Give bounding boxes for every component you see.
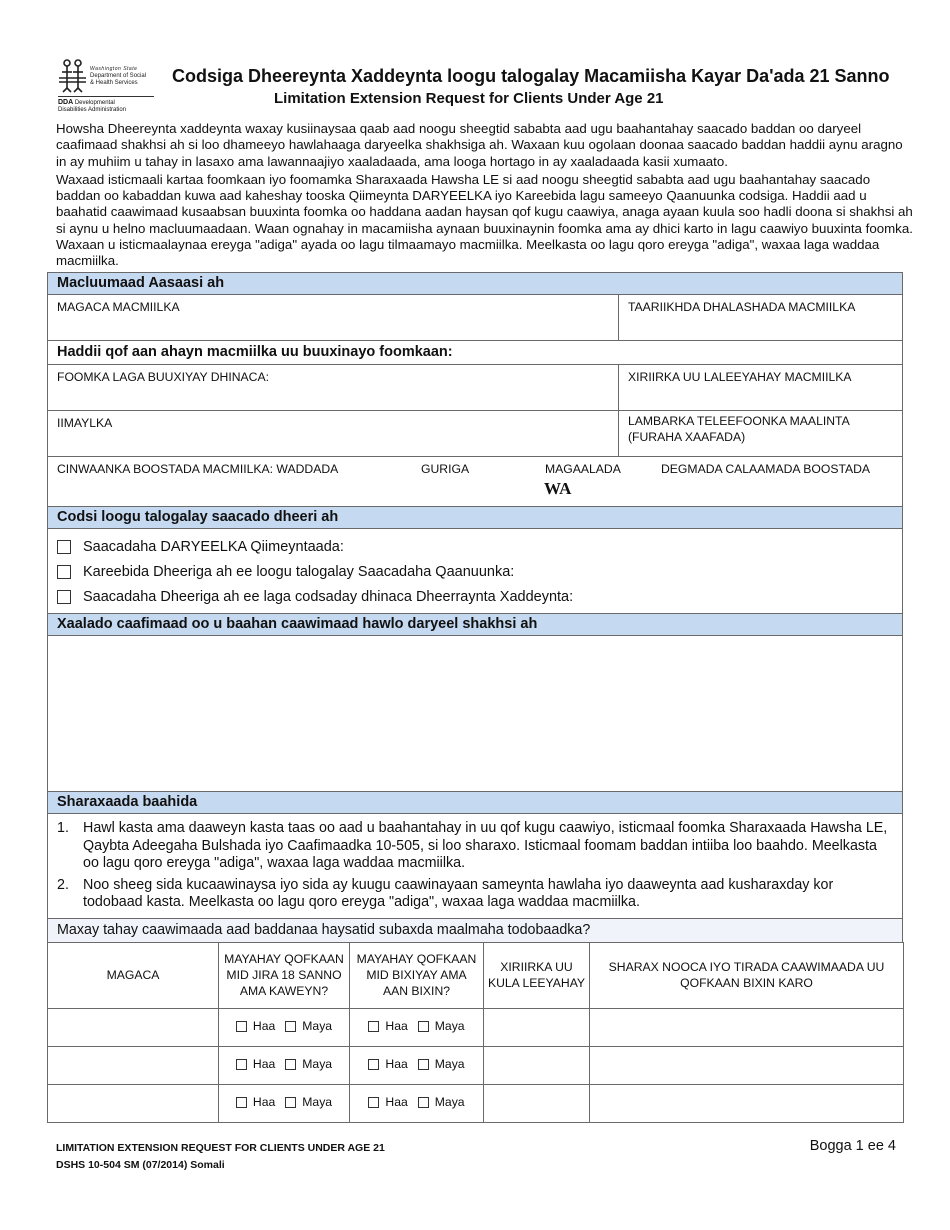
page-number: Bogga 1 ee 4: [809, 1138, 896, 1154]
help-description-cell[interactable]: [590, 1046, 904, 1084]
other-person-heading: Haddii qof aan ahayn macmiilka uu buuxinayo foomkaan:: [47, 340, 903, 364]
no-checkbox[interactable]: [418, 1097, 429, 1108]
email-field[interactable]: IIMAYLKA: [57, 416, 113, 430]
address-state-label: MAGAALADA: [545, 462, 621, 476]
option-extension-hours[interactable]: Saacadaha Dheeriga ah ee laga codsaday dhinaca Dheerraynta Xaddeynta:: [57, 584, 893, 609]
client-info-row: [47, 294, 903, 340]
yes-checkbox[interactable]: [368, 1021, 379, 1032]
table-row: [48, 1084, 904, 1122]
helper-name-cell[interactable]: [48, 1084, 219, 1122]
checkbox[interactable]: [57, 565, 71, 579]
client-name-field[interactable]: MAGACA MACMIILKA: [57, 300, 180, 314]
document-title-english: Limitation Extension Request for Clients Under Age 21: [274, 90, 664, 107]
dshs-logo: [58, 58, 154, 114]
intro-text: [56, 121, 916, 272]
health-condition-textarea[interactable]: [47, 635, 903, 791]
adult-yes-no-cell: Haa Maya: [219, 1046, 350, 1084]
document-footer: [56, 1138, 896, 1171]
dda-logo-text: DDA Developmental Disabilities Administration: [58, 96, 154, 114]
document-header: [58, 58, 908, 118]
health-condition-heading: Xaalado caafimaad oo u baahan caawimaad hawlo daryeel shakhsi ah: [47, 613, 903, 635]
paid-yes-no-cell: Haa Maya: [350, 1008, 484, 1046]
relationship-cell[interactable]: [484, 1008, 590, 1046]
helpers-table-header: [48, 942, 904, 1008]
needs-description-heading: Sharaxaada baahida: [47, 791, 903, 813]
no-checkbox[interactable]: [418, 1021, 429, 1032]
document-title-somali: Codsiga Dheereynta Xaddeynta loogu talogalay Macamiisha Kayar Da'ada 21 Sanno: [172, 66, 890, 86]
instruction-item: 1. Hawl kasta ama daaweyn kasta taas oo aad u baahantahay in uu qof kugu caawiyo, isticmaal foomka Sharaxaada Hawsha LE, Qaybta Adeegaha Bulshada iyo Caafimaadka 10-505, si loo sharaxo. Isticmaal foomam baddan intiiba loo baahdo. Meelkasta oo lagu qoro ereyga "adiga", waxaa laga waddaa macmiilka.: [57, 820, 888, 871]
adult-yes-no-cell: Haa Maya: [219, 1008, 350, 1046]
option-extra-capping-hours[interactable]: Kareebida Dheeriga ah ee loogu talogalay Saacadaha Qaanuunka:: [57, 559, 893, 584]
yes-checkbox[interactable]: [368, 1097, 379, 1108]
client-dob-field[interactable]: TAARIIKHDA DHALASHADA MACMIILKA: [618, 295, 902, 340]
checkbox[interactable]: [57, 540, 71, 554]
instruction-item: 2. Noo sheeg sida kucaawinaysa iyo sida ay kuugu caawinayaan sameynta hawlaha iyo daaweynta aad kusharaxday kor todobaad kasta. Meelkasta oo lagu qoro ereyga "adiga", waxaa laga waddaa macmiilka.: [57, 876, 834, 910]
helpers-table: [47, 942, 904, 1123]
dshs-logo-text: Washington State Department of Social & Health Services: [90, 66, 147, 86]
no-checkbox[interactable]: [285, 1059, 296, 1070]
yes-checkbox[interactable]: [368, 1059, 379, 1070]
no-checkbox[interactable]: [285, 1097, 296, 1108]
adult-yes-no-cell: Haa Maya: [219, 1084, 350, 1122]
option-care-assessment-hours[interactable]: Saacadaha DARYEELKA Qiimeyntaada:: [57, 534, 893, 559]
contact-row: [47, 410, 903, 456]
helper-name-cell[interactable]: [48, 1046, 219, 1084]
intro-paragraph-2: Waxaad isticmaali kartaa foomkaan iyo foomamka Sharaxaada Hawsha LE si aad noogu sheegtid sababta aad ugu baahantahay saacado baddan oo kabaddan kuwa aad kaheshay tooska Qiimeynta DARYEELKA iyo Kareebida lagu sameeyo Qaanuunka codsiga. Haddii aad u baahatid caawimaad kusaabsan buuxinta foomka oo haddana aadan haysan qof kugu caawiya, anaga ayaan kuula soo hadli doona si shakhsi ah si aynu u helno macluumaadaan. Waan ognahay in macamiisha aynaan buuxinaynin foomka ama ay dhici karto in lagu caawiyo buuxinta foomka. Waxaan u isticmaalaynaa ereyga "adiga" ayada oo lagu tilmaamayo macmiilka. Meelkasta oo lagu qoro ereyga "adiga", waxaa laga waddaa macmiilka.: [56, 171, 913, 269]
weekday-help-question: Maxay tahay caawimaada aad baddanaa haysatid subaxda maalmaha todobaadka?: [47, 918, 903, 942]
column-header-adult: MAYAHAY QOFKAAN MID JIRA 18 SANNO AMA KAWEYN?: [219, 942, 350, 1008]
table-row: [48, 1008, 904, 1046]
phone-field[interactable]: LAMBARKA TELEEFOONKA MAALINTA (FURAHA XAAFADA): [618, 411, 902, 456]
footer-form-number: DSHS 10-504 SM (07/2014) Somali: [56, 1159, 225, 1171]
intro-paragraph-1: Howsha Dheereynta xaddeynta waxay kusiinaysaa qaab aad noogu sheegtid sababta aad ugu baahantahay saacado baddan oo daryeel caafimaad shakhsi ah si loo dhameeyo hawlahaaga daryeelka shakhsiga ah. Waxaan kuu ogolaan doonaa saacado baddan haddii aynu aragno in ay muhiim u tahay in lasaxo ama lawannaajiyo xaaladaada, ama looga hortago in ay xaaladaada kasii xumaato.: [56, 121, 903, 169]
request-form: [47, 272, 903, 1123]
helper-name-cell[interactable]: [48, 1008, 219, 1046]
address-zip-label: DEGMADA CALAAMADA BOOSTADA: [661, 462, 871, 476]
yes-checkbox[interactable]: [236, 1021, 247, 1032]
address-street-label: CINWAANKA BOOSTADA MACMIILKA: WADDADA: [57, 462, 339, 476]
address-city-label: GURIGA: [421, 462, 470, 476]
help-description-cell[interactable]: [590, 1084, 904, 1122]
checkbox[interactable]: [57, 590, 71, 604]
relationship-cell[interactable]: [484, 1046, 590, 1084]
table-row: [48, 1046, 904, 1084]
state-value: WA: [544, 479, 572, 498]
no-checkbox[interactable]: [285, 1021, 296, 1032]
no-checkbox[interactable]: [418, 1059, 429, 1070]
basic-info-heading: Macluumaad Aasaasi ah: [47, 272, 903, 294]
relationship-field[interactable]: XIRIIRKA UU LALEEYAHAY MACMIILKA: [618, 365, 902, 410]
paid-yes-no-cell: Haa Maya: [350, 1084, 484, 1122]
paid-yes-no-cell: Haa Maya: [350, 1046, 484, 1084]
column-header-help-description: SHARAX NOOCA IYO TIRADA CAAWIMAADA UU QOFKAAN BIXIN KARO: [590, 942, 904, 1008]
footer-form-title: LIMITATION EXTENSION REQUEST FOR CLIENTS UNDER AGE 21: [56, 1142, 385, 1154]
mailing-address-row[interactable]: [47, 456, 903, 506]
dshs-figures-icon: [58, 58, 88, 94]
form-filled-by-field[interactable]: FOOMKA LAGA BUUXIYAY DHINACA:: [57, 370, 269, 384]
yes-checkbox[interactable]: [236, 1097, 247, 1108]
filled-by-row: [47, 364, 903, 410]
column-header-relationship: XIRIIRKA UU KULA LEEYAHAY: [484, 942, 590, 1008]
extra-hours-heading: Codsi loogu talogalay saacado dheeri ah: [47, 506, 903, 528]
relationship-cell[interactable]: [484, 1084, 590, 1122]
extra-hours-options: [47, 528, 903, 613]
column-header-paid: MAYAHAY QOFKAAN MID BIXIYAY AMA AAN BIXIN?: [350, 942, 484, 1008]
column-header-name: MAGACA: [48, 942, 219, 1008]
yes-checkbox[interactable]: [236, 1059, 247, 1070]
help-description-cell[interactable]: [590, 1008, 904, 1046]
needs-instructions: [47, 813, 903, 918]
